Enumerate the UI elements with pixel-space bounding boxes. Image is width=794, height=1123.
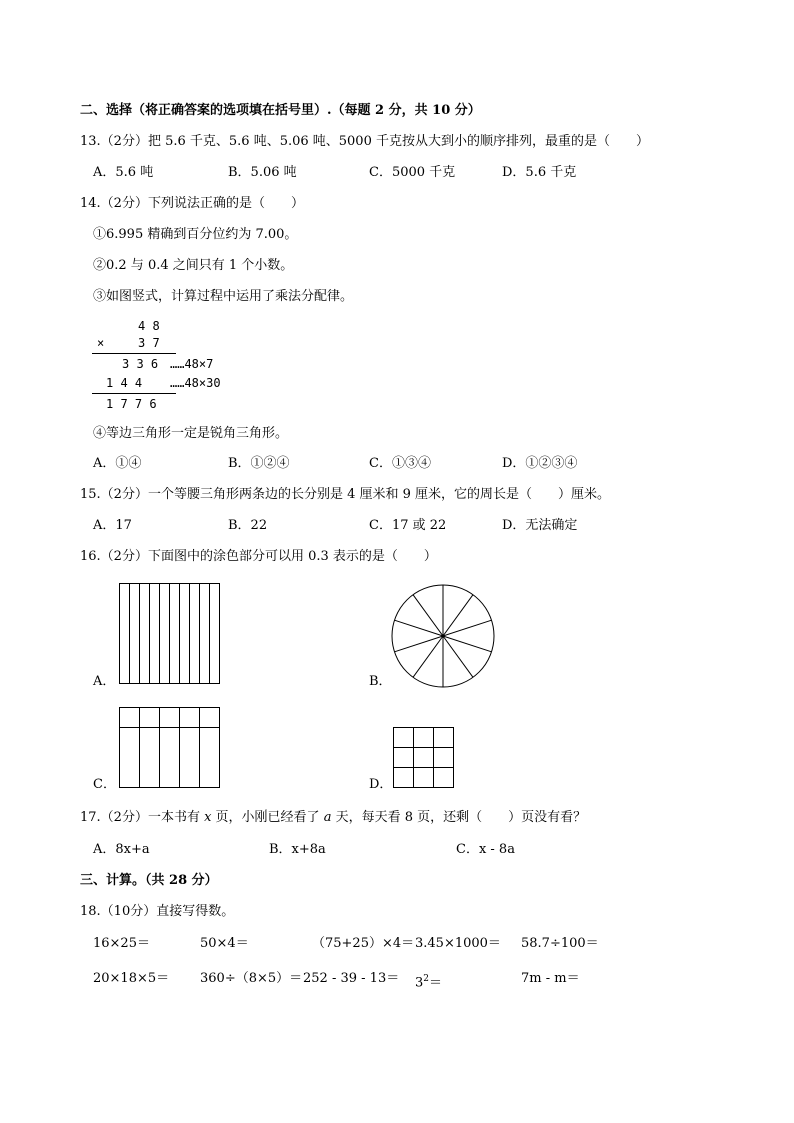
figure-b-label: B． xyxy=(369,674,392,689)
calc-r1-c3: （75+25）×4＝ xyxy=(312,936,415,951)
figure-d-3x3-grid xyxy=(393,727,455,789)
q13-option-b: B．5.06 吨 xyxy=(228,165,297,180)
q15-option-d: D．无法确定 xyxy=(502,518,578,533)
section-2-title: 二、选择（将正确答案的选项填在括号里）.（每题 2 分，共 10 分） xyxy=(80,103,481,118)
figure-c-grid-rectangle xyxy=(119,707,221,789)
vertical-multiply-sign: × xyxy=(97,336,105,350)
question-16-stem: 16.（2分）下面图中的涂色部分可以用 0.3 表示的是（ ） xyxy=(80,549,437,564)
calc-r2-c3: 252 - 39 - 13＝ xyxy=(303,971,400,986)
calc-r1-c2: 50×4＝ xyxy=(200,936,249,951)
q15-option-a: A．17 xyxy=(93,518,132,533)
question-18-stem: 18.（10分）直接写得数。 xyxy=(80,904,235,919)
q14-statement-4: ④等边三角形一定是锐角三角形。 xyxy=(93,426,289,441)
vertical-note-2: ……48×30 xyxy=(170,376,221,390)
figure-a-striped-rectangle xyxy=(119,583,221,685)
q13-option-c: C．5000 千克 xyxy=(369,165,456,180)
q15-option-b: B．22 xyxy=(228,518,268,533)
q14-option-d: D．①②③④ xyxy=(502,456,578,471)
vertical-row-3: 3 3 6 xyxy=(122,357,159,371)
question-17-stem: 17.（2分）一本书有 x 页，小刚已经看了 a 天，每天看 8 页，还剩（ ）页没有看？ xyxy=(80,810,587,825)
q17-option-a: A．8x+a xyxy=(93,842,150,857)
q15-option-c: C．17 或 22 xyxy=(369,518,447,533)
vertical-line-2 xyxy=(92,393,176,394)
vertical-row-4: 1 4 4 xyxy=(106,376,143,390)
q14-statement-2: ②0.2 与 0.4 之间只有 1 个小数。 xyxy=(93,258,294,273)
q14-option-a: A．①④ xyxy=(93,456,142,471)
q14-statement-1: ①6.995 精确到百分位约为 7.00。 xyxy=(93,227,298,242)
figure-b-divided-circle xyxy=(390,583,496,689)
vertical-row-5: 1 7 7 6 xyxy=(106,397,157,411)
figure-d-label: D． xyxy=(369,777,393,792)
figure-c-label: C． xyxy=(93,777,116,792)
calc-r1-c5: 58.7÷100＝ xyxy=(521,936,599,951)
question-13-stem: 13.（2分）把 5.6 千克、5.6 吨、5.06 吨、5000 千克按从大到小的顺序排列，最重的是（ ） xyxy=(80,134,649,149)
q17-option-c: C．x - 8a xyxy=(456,842,515,857)
q17-option-b: B．x+8a xyxy=(269,842,326,857)
calc-r2-c1: 20×18×5＝ xyxy=(93,971,170,986)
q14-option-c: C．①③④ xyxy=(369,456,431,471)
vertical-row-2: 3 7 xyxy=(138,336,160,350)
calc-r2-c5: 7m - m＝ xyxy=(521,971,580,986)
section-3-title: 三、计算。（共 28 分） xyxy=(80,873,218,888)
vertical-note-1: ……48×7 xyxy=(170,357,214,371)
vertical-row-1: 4 8 xyxy=(138,319,160,333)
q14-statement-3: ③如图竖式，计算过程中运用了乘法分配律。 xyxy=(93,289,354,304)
q13-option-a: A．5.6 吨 xyxy=(93,165,154,180)
question-15-stem: 15.（2分）一个等腰三角形两条边的长分别是 4 厘米和 9 厘米，它的周长是（ ）厘米。 xyxy=(80,487,611,502)
calc-r1-c4: 3.45×1000＝ xyxy=(415,936,501,951)
calc-r2-c4: $3^2=$ xyxy=(415,974,443,991)
calc-r1-c1: 16×25＝ xyxy=(93,936,150,951)
question-14-stem: 14.（2分）下列说法正确的是（ ） xyxy=(80,196,304,211)
calc-r2-c2: 360÷（8×5）＝ xyxy=(200,971,303,986)
q13-option-d: D．5.6 千克 xyxy=(502,165,577,180)
figure-a-label: A． xyxy=(93,674,116,689)
vertical-line-1 xyxy=(92,353,176,354)
q14-option-b: B．①②④ xyxy=(228,456,290,471)
